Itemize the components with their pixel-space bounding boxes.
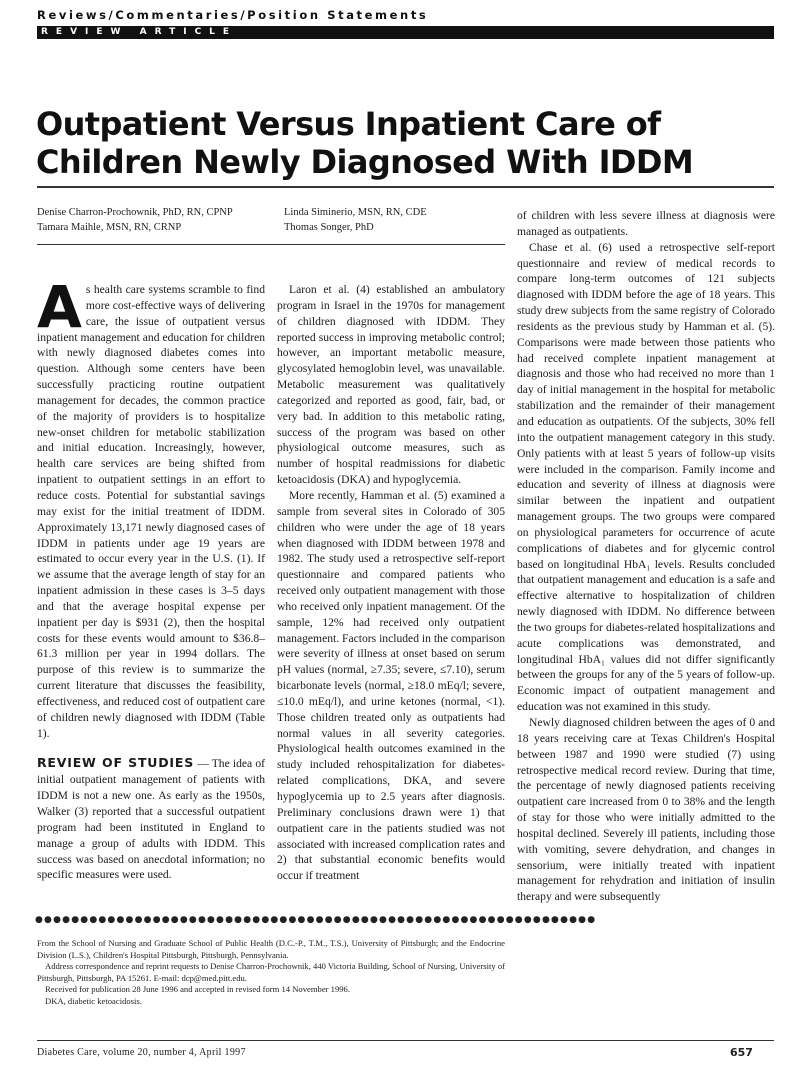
drop-cap: A [37, 273, 82, 341]
author-rule [37, 244, 505, 245]
article-type-bar [37, 26, 774, 39]
author-block-right [284, 205, 427, 235]
body-paragraph: Chase et al. (6) used a retrospective self-report questionnaire and review of medical records to compare long-term outcomes of 121 subjects diagnosed with IDDM before the age of 18 years. This study drew subjects from the same registry of Colorado residents as the previous study by Hamman et al. (5). Comparisons were made between those patients who had received complete inpatient management at diagnosis and those who had received no more than 1 day of initial management in the hospital for metabolic stabilization and the remainder of their management and education as outpatients. Of the subjects, 30% fell into the outpatient management category in this study. Only patients with at least 5 years of follow-up visits were included in the comparison. Family income and education and severity of illness at diagnosis were similar between the inpatient and outpatient management groups. The two groups were compared on physiological parameters for occurrence of acute complications of diabetes and for glycemic control based on longitudinal HbA₁ levels. Results concluded that outpatient management and education is a safe and effective alternative to hospitalization of children newly diagnosed with IDDM. No difference between the two groups for diabetes-related hospitalizations and acute complications was demonstrated, and longitudinal HbA₁ values did not differ significantly between the groups for any of the 5 years of follow-up. Economic impact of outpatient management and education was not examined in this study. [517, 240, 775, 714]
body-column-1 [37, 273, 266, 883]
section-heading: Reviews/Commentaries/Position Statements [37, 8, 429, 22]
body-paragraph: Laron et al. (4) established an ambulatory program in Israel in the 1970s for management of children diagnosed with IDDM. They reported success in improving metabolic control; however, an important metabolic measure, glycosylated hemoglobin level, was unavailable. Metabolic measurement was qualitatively categorized and reported as good, fair, bad, or very bad. In addition to this metabolic rating, success of the program was based on other physiological outcome measures, such as number of hospital readmissions for diabetic ketoacidosis (DKA) and hypoglycemia. [277, 283, 505, 487]
article-type-label: REVIEW ARTICLE [41, 27, 238, 37]
footnote-block [37, 938, 505, 1008]
intro-text: s health care systems scramble to find more cost-effective ways of delivering care, the issue of outpatient versus inpatient management and education for children with newly diagnosed diabetes comes into question. Although some centers have been successfully practicing routine outpatient management for decades, the common practice of the majority of providers is to hospitalize new-onset children for metabolic stabilization and initial education. Increasingly, however, health care services are being shifted from inpatient to outpatient settings in an effort to reduce costs. Potential for substantial savings may exist for the initial treatment of IDDM. Approximately 13,171 newly diagnosed cases of IDDM in patients under age 19 years are estimated to occur every year in the U.S. (1). If we assume that the average length of stay for an inpatient admission in these cases is 3–5 days and that the average hospital expense per inpatient per day is $931 (2), then the hospital costs for these events would amount to $36.8–61.3 million per year in 1994 dollars. The purpose of this review is to summarize the current literature that discusses the feasibility, effectiveness, and reduced cost of outpatient care of children newly diagnosed with IDDM (Table 1). [37, 283, 266, 740]
body-paragraph: Newly diagnosed children between the ages of 0 and 18 years receiving care at Texas Children's Hospital between 1987 and 1990 were studied (7) using retrospective medical record review. During that time, the percentage of newly diagnosed patients receiving outpatient care increased from 0 to 38% and the length of stay for those who were initially admitted to the hospital declined. Severely ill patients, including those with vomiting, severe dehydration, and changes in sensorium, were initially treated with inpatient management for rehydration and initiation of insulin therapy and were subsequently [517, 716, 775, 904]
body-paragraph: More recently, Hamman et al. (5) examined a sample from several sites in Colorado of 305 children who were under the age of 18 years when diagnosed with IDDM between 1978 and 1982. The study used a retrospective self-report questionnaire and compared patients who received only outpatient management with those who received only inpatient management. Of the sample, 12% had received only outpatient management. Factors included in the comparison were severity of illness at onset based on serum pH values (normal, ≥7.35; severe, ≤7.10), serum bicarbonate levels (normal, ≥18.0 mEq/l; severe, ≤10.0 mEq/l), and urine ketones (normal, <1). Those children treated only as outpatients had normal values in all severity categories. Physiological health outcomes examined in the study included rehospitalization for diabetes-related complications, DKA, and severe hypoglycemia up to 2.5 years after diagnosis. Preliminary conclusions drawn were 1) that outpatient care in the patients studied was not associated with increased complication rates and 2) that substantial economic benefits would occur if treatment [277, 488, 505, 883]
review-text: — The idea of initial outpatient management of patients with IDDM is not a new one. As early as the 1950s, Walker (3) reported that a successful outpatient program had been instituted in England to manage a group of adults with IDDM. This success was based on anecdotal information; no specific measures were used. [37, 757, 265, 882]
review-paragraph [37, 755, 265, 883]
body-paragraph: of children with less severe illness at diagnosis were managed as outpatients. [517, 209, 775, 238]
author-name: Thomas Songer, PhD [284, 222, 374, 233]
footnote-received: Received for publication 28 June 1996 and accepted in revised form 14 November 1996. [45, 984, 350, 995]
footnote-correspondence: Address correspondence and reprint requests to Denise Charron-Prochownik, 440 Victoria Building, School of Nursing, University of Pittsburgh, Pittsburgh, PA 15261. E-mail: dcp@med.pitt.edu. [37, 961, 505, 983]
section-heading-review-of-studies: REVIEW OF STUDIES [37, 755, 195, 771]
author-block-left [37, 205, 233, 235]
footnote-separator: ●●●●●●●●●●●●●●●●●●●●●●●●●●●●●●●●●●●●●●●●●●●●●●●●●●●●●●●●●●●●●● [35, 915, 597, 925]
journal-citation: Diabetes Care, volume 20, number 4, April 1997 [37, 1047, 246, 1058]
title-line-1: Outpatient Versus Inpatient Care of [36, 105, 661, 143]
author-name: Tamara Maihle, MSN, RN, CRNP [37, 222, 182, 233]
intro-paragraph [37, 273, 266, 741]
body-column-2 [277, 282, 505, 884]
page-number: 657 [730, 1046, 753, 1059]
footnote-affiliation: From the School of Nursing and Graduate School of Public Health (D.C.-P., T.M., T.S.), University of Pittsburgh; and the Endocrine Division (L.S.), Children's Hospital Pittsburgh, Pittsburgh, Pennsylvania. [37, 938, 505, 960]
footnote-abbreviations: DKA, diabetic ketoacidosis. [45, 995, 142, 1006]
title-rule [37, 186, 774, 188]
title-line-2: Children Newly Diagnosed With IDDM [36, 143, 694, 181]
body-column-3 [517, 208, 775, 905]
article-title [36, 105, 776, 181]
author-name: Denise Charron-Prochownik, PhD, RN, CPNP [37, 207, 233, 218]
footer-rule [37, 1040, 774, 1041]
author-name: Linda Siminerio, MSN, RN, CDE [284, 207, 427, 218]
